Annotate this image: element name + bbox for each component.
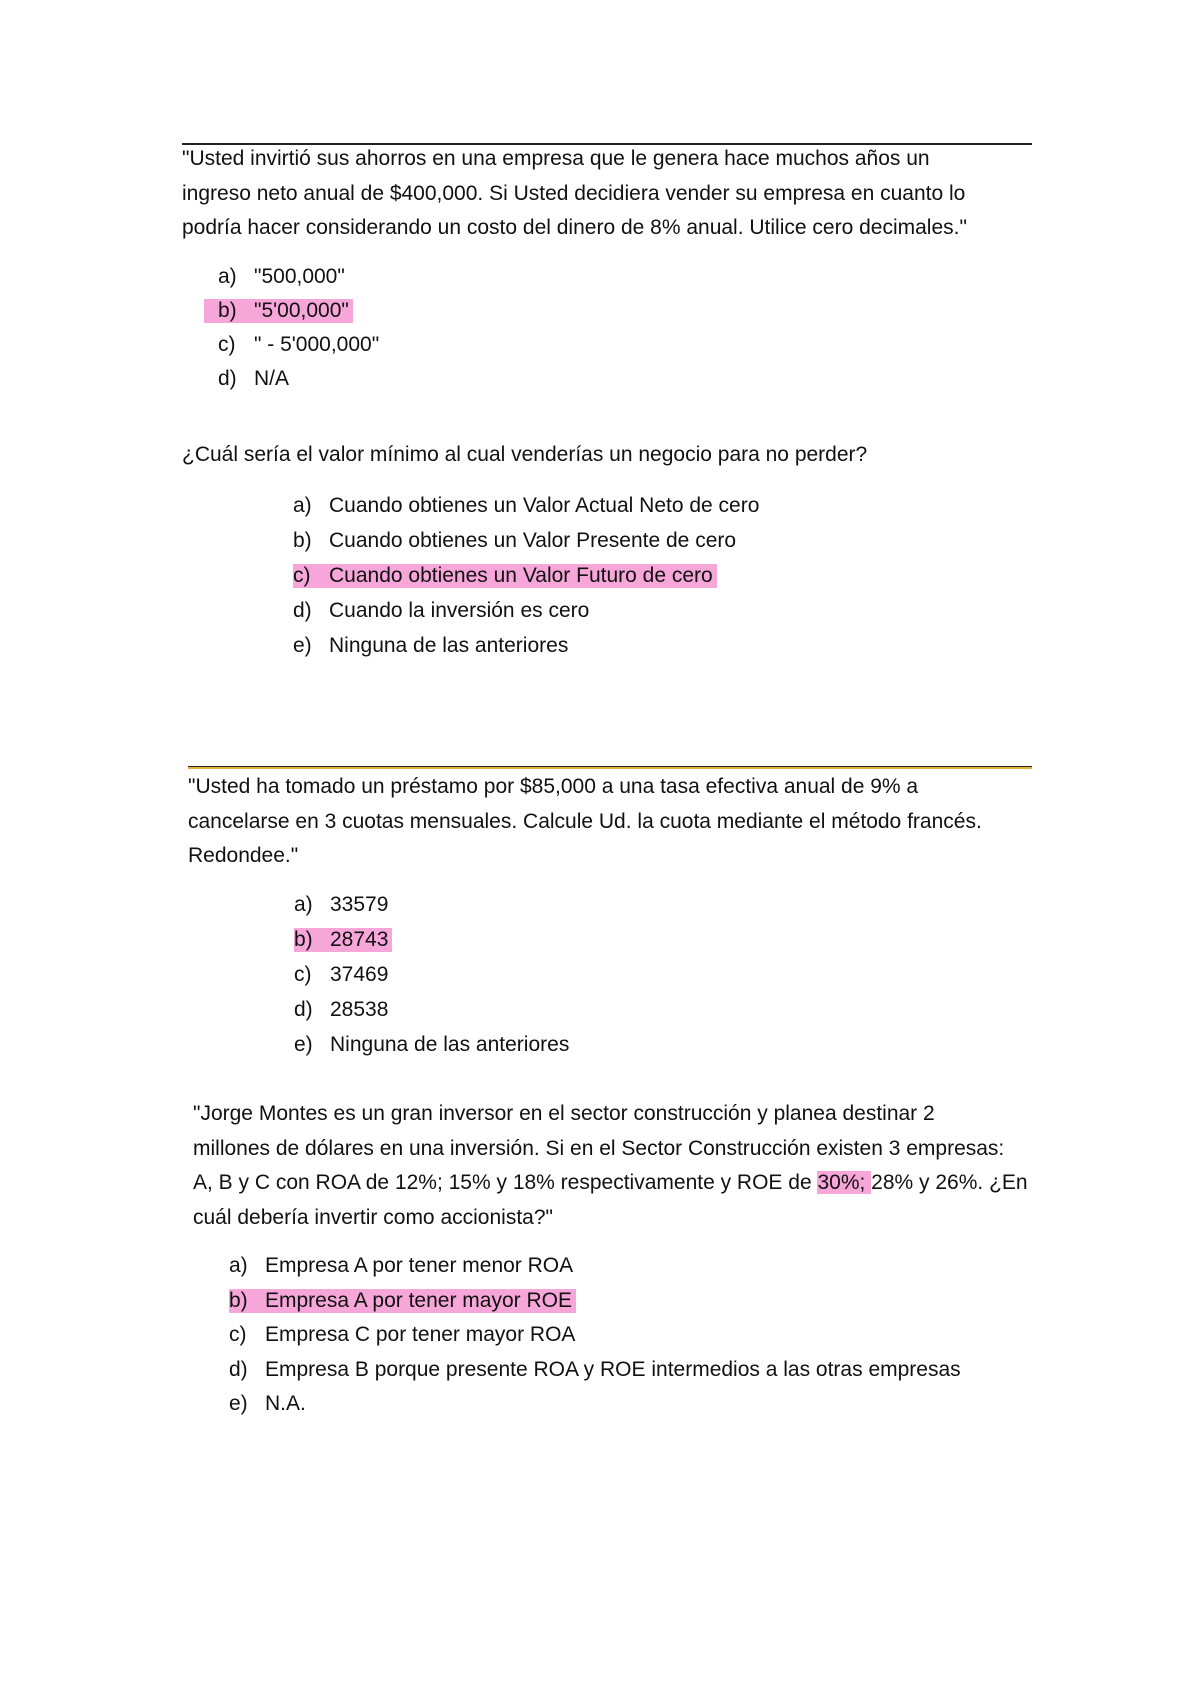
option-a: a) Empresa A por tener menor ROA xyxy=(229,1254,574,1277)
option-b-highlighted: b) "5'00,000" xyxy=(204,299,353,323)
option-e: e) Ninguna de las anteriores xyxy=(294,1033,570,1056)
option-e: e) N.A. xyxy=(229,1392,306,1415)
option-a: a) Cuando obtienes un Valor Actual Neto de cero xyxy=(293,494,760,517)
question-4-text xyxy=(193,1097,1028,1235)
question-1-line: podría hacer considerando un costo del dinero de 8% anual. Utilice cero decimales." xyxy=(182,216,967,239)
question-3-text xyxy=(188,770,982,874)
question-3-options xyxy=(294,893,569,1068)
option-a: a) "500,000" xyxy=(218,265,345,288)
option-c: c) 37469 xyxy=(294,963,389,986)
question-2-text xyxy=(182,438,867,473)
question-4-line: millones de dólares en una inversión. Si en el Sector Construcción existen 3 empresas: xyxy=(193,1136,1005,1160)
question-1-line: "Usted invirtió sus ahorros en una empresa que le genera hace muchos años un xyxy=(182,147,930,170)
section-rule xyxy=(188,766,1032,769)
question-3-line: cancelarse en 3 cuotas mensuales. Calcule Ud. la cuota mediante el método francés. xyxy=(188,809,982,833)
option-b-highlighted: b) Empresa A por tener mayor ROE xyxy=(229,1289,576,1313)
question-2-options xyxy=(293,494,759,669)
question-4-line: A, B y C con ROA de 12%; 15% y 18% respectivamente y ROE de 30%; 28% y 26%. ¿En xyxy=(193,1171,1028,1194)
option-e: e) Ninguna de las anteriores xyxy=(293,634,569,657)
question-1-text xyxy=(182,142,967,246)
option-d: d) N/A xyxy=(218,367,290,390)
option-d: d) Empresa B porque presente ROA y ROE intermedios a las otras empresas xyxy=(229,1357,961,1381)
option-a: a) 33579 xyxy=(294,893,389,916)
option-c-highlighted: c) Cuando obtienes un Valor Futuro de cero xyxy=(293,564,717,588)
highlighted-roe-value: 30%; xyxy=(817,1171,872,1194)
option-c: c) Empresa C por tener mayor ROA xyxy=(229,1323,576,1346)
option-b: b) Cuando obtienes un Valor Presente de cero xyxy=(293,529,737,552)
question-3-line: "Usted ha tomado un préstamo por $85,000 a una tasa efectiva anual de 9% a xyxy=(188,775,919,798)
option-d: d) Cuando la inversión es cero xyxy=(293,599,590,622)
question-4-line: "Jorge Montes es un gran inversor en el sector construcción y planea destinar 2 xyxy=(193,1102,935,1125)
question-4-options xyxy=(229,1254,961,1427)
option-d: d) 28538 xyxy=(294,998,389,1021)
question-3-line: Redondee." xyxy=(188,844,299,867)
question-2-line: ¿Cuál sería el valor mínimo al cual venderías un negocio para no perder? xyxy=(182,443,868,466)
question-1-line: ingreso neto anual de $400,000. Si Usted decidiera vender su empresa en cuanto lo xyxy=(182,181,966,205)
option-b-highlighted: b) 28743 xyxy=(294,928,392,952)
option-c: c) " - 5'000,000" xyxy=(218,333,380,356)
question-1-options xyxy=(218,265,379,401)
question-4-line: cuál debería invertir como accionista?" xyxy=(193,1205,553,1229)
